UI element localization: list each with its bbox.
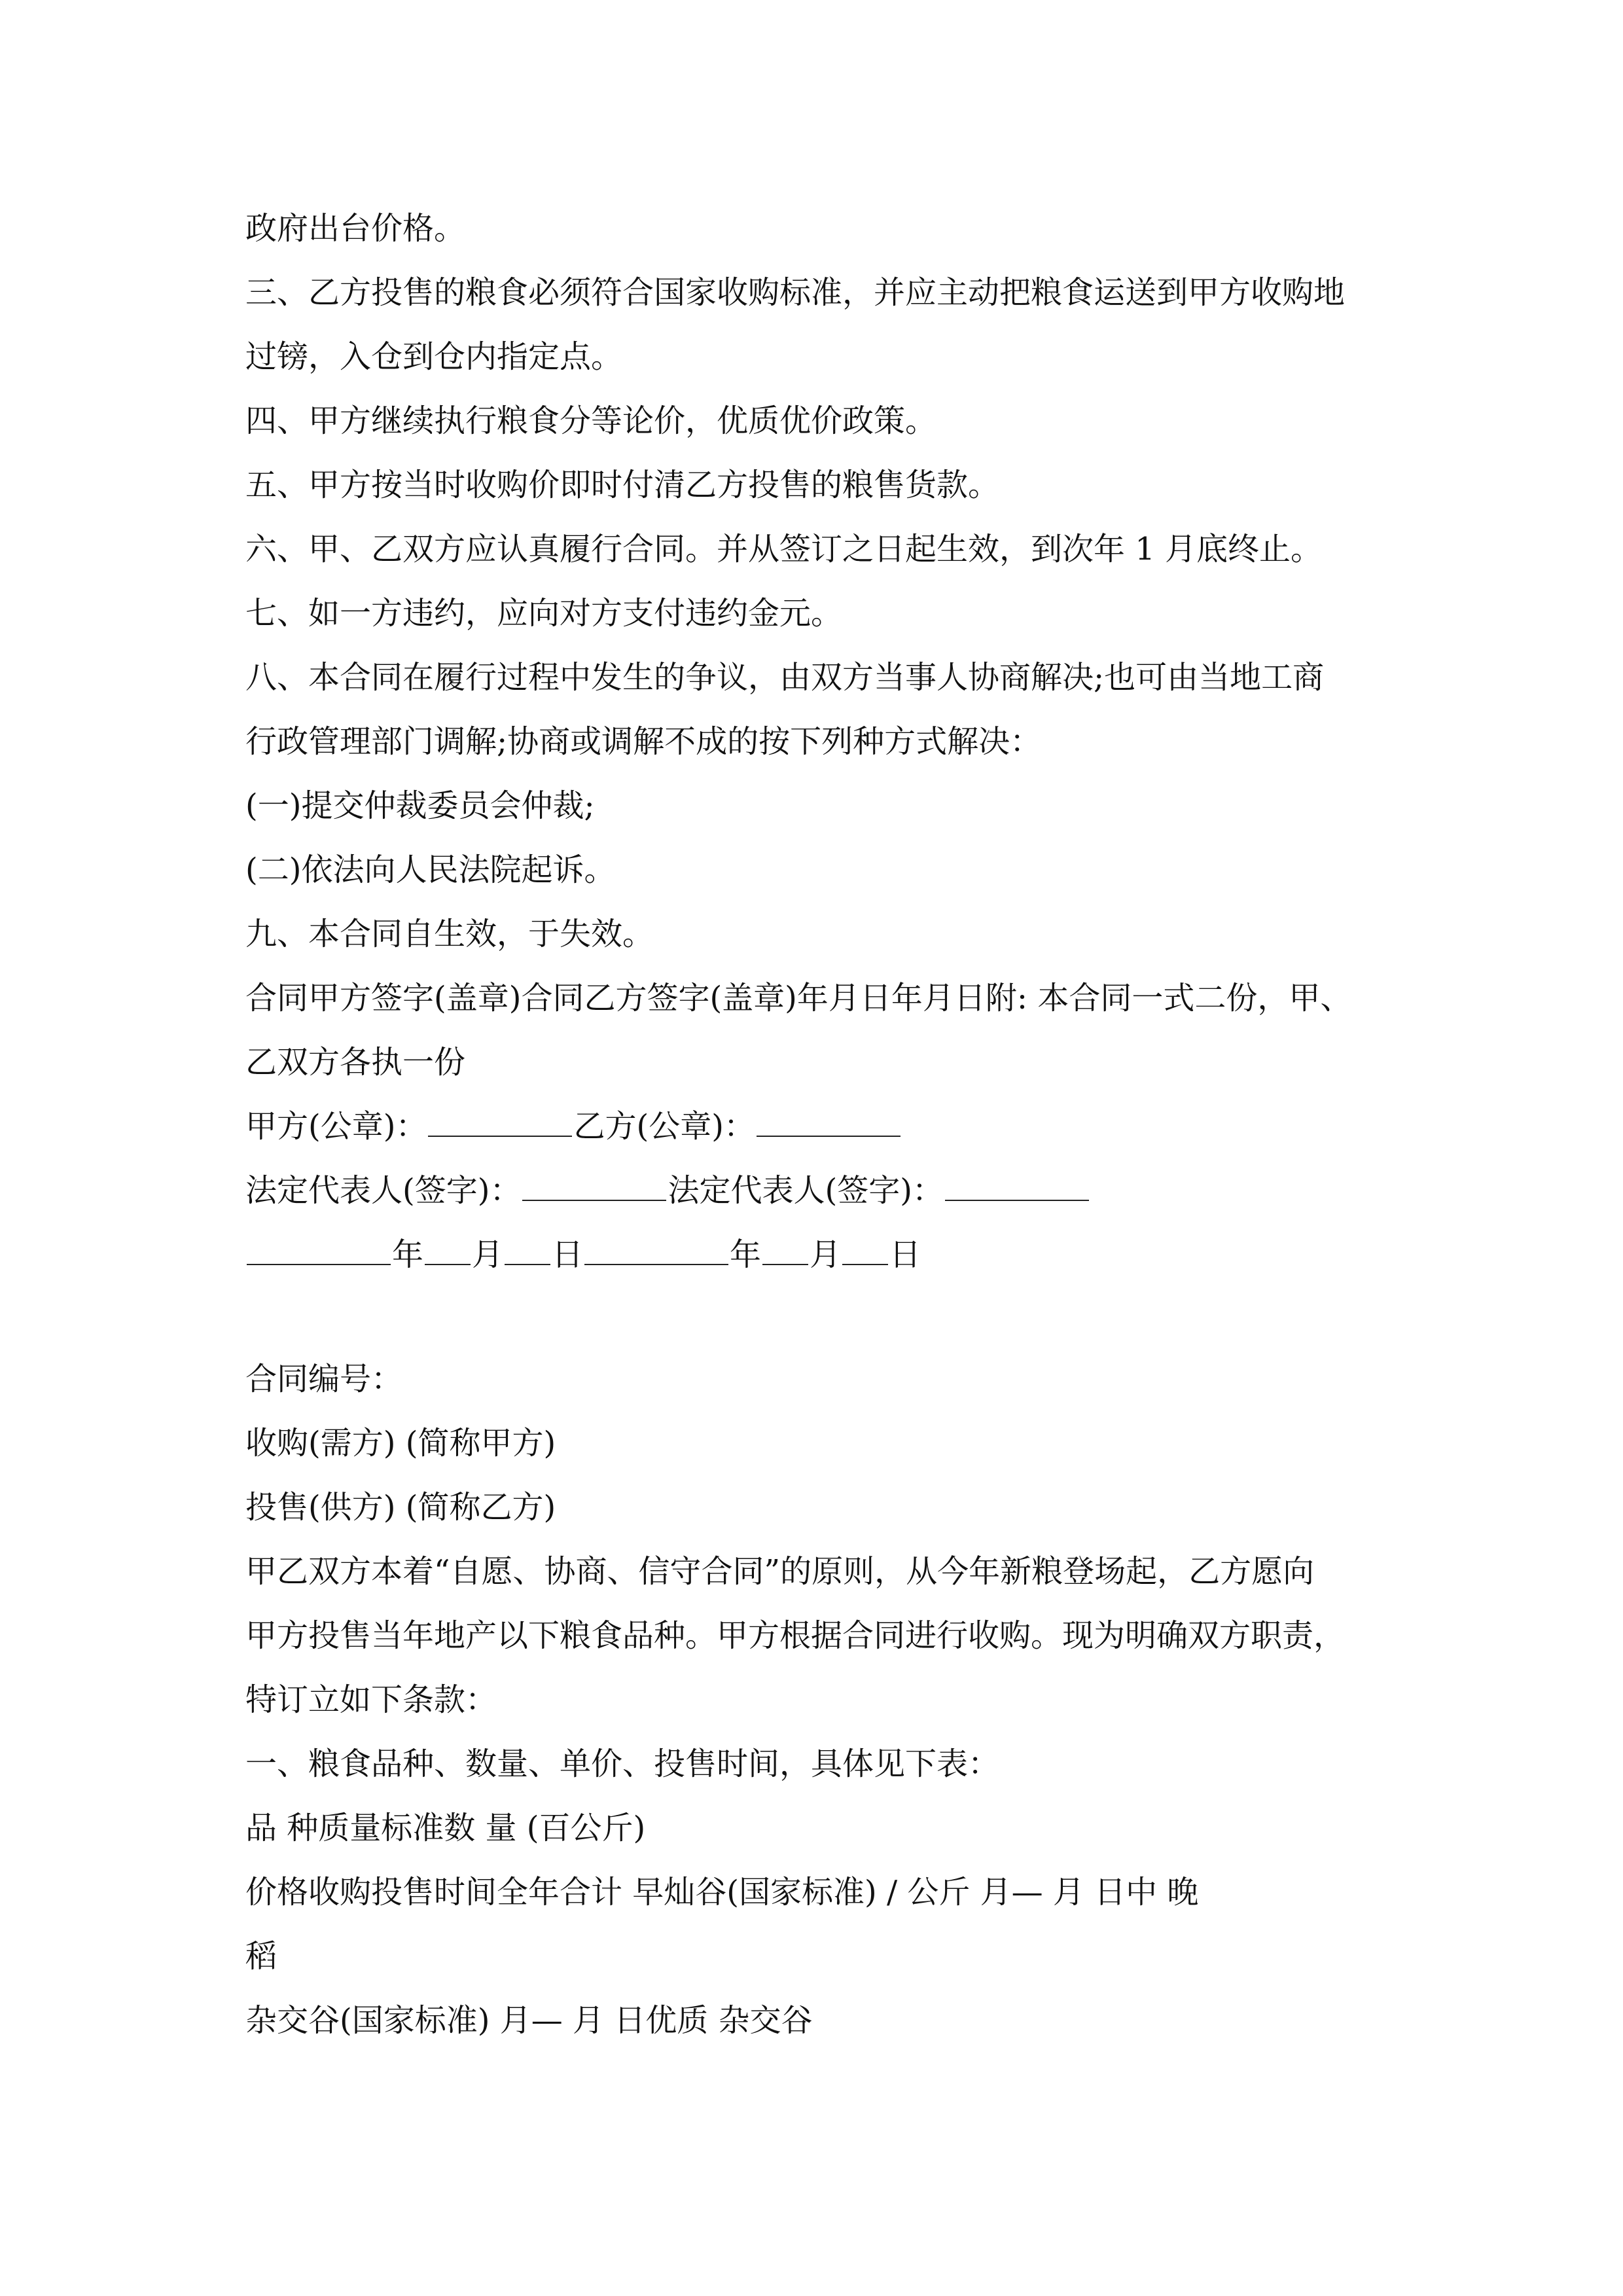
day-label: 日 bbox=[552, 1236, 584, 1273]
year-label: 年 bbox=[392, 1236, 424, 1273]
day-b-blank bbox=[842, 1238, 888, 1265]
legal-rep-a-blank bbox=[522, 1174, 666, 1201]
day-a-blank bbox=[505, 1238, 550, 1265]
party-b-seal-label: 乙方(公章)： bbox=[573, 1108, 755, 1145]
seal-line bbox=[245, 1094, 1410, 1158]
grain-contract-section bbox=[245, 1347, 1410, 2053]
text-line: 一、粮食品种、数量、单价、投售时间，具体见下表： bbox=[245, 1746, 1000, 1782]
text-line: 三、乙方投售的粮食必须符合国家收购标准，并应主动把粮食运送到甲方收购地 bbox=[245, 274, 1346, 311]
text-line: 九、本合同自生效，于失效。 bbox=[245, 916, 654, 952]
legal-rep-a-label: 法定代表人(签字)： bbox=[245, 1172, 522, 1209]
date-line bbox=[245, 1223, 1410, 1287]
day-label: 日 bbox=[889, 1236, 921, 1273]
month-label: 月 bbox=[810, 1236, 842, 1273]
text-line: 合同编号： bbox=[245, 1361, 403, 1397]
year-a-blank bbox=[247, 1238, 391, 1265]
text-line: 稻 bbox=[245, 1938, 277, 1975]
text-line: 甲乙双方本着“自愿、协商、信守合同”的原则，从今年新粮登场起，乙方愿向 bbox=[245, 1553, 1315, 1590]
text-line: 杂交谷(国家标准) 月— 月 日优质 杂交谷 bbox=[245, 2002, 813, 2039]
text-line: 特订立如下条款： bbox=[245, 1681, 497, 1718]
text-line: 甲方投售当年地产以下粮食品种。甲方根据合同进行收购。现为明确双方职责， bbox=[245, 1617, 1346, 1654]
legal-rep-b-label: 法定代表人(签字)： bbox=[668, 1172, 944, 1209]
contract-terms-continued bbox=[245, 196, 1410, 1287]
text-line: 八、本合同在履行过程中发生的争议，由双方当事人协商解决;也可由当地工商 bbox=[245, 659, 1325, 696]
month-b-blank bbox=[762, 1238, 808, 1265]
text-line: 品 种质量标准数 量 (百公斤) bbox=[245, 1810, 646, 1846]
text-line: (一)提交仲裁委员会仲裁; bbox=[245, 787, 595, 824]
party-a-seal-label: 甲方(公章)： bbox=[245, 1108, 427, 1145]
text-line: 乙双方各执一份 bbox=[245, 1044, 466, 1081]
text-line: (二)依法向人民法院起诉。 bbox=[245, 852, 616, 888]
year-b-blank bbox=[584, 1238, 728, 1265]
text-line: 四、甲方继续执行粮食分等论价，优质优价政策。 bbox=[245, 403, 937, 439]
legal-rep-line bbox=[245, 1158, 1410, 1223]
text-line: 价格收购投售时间全年合计 早灿谷(国家标准) / 公斤 月— 月 日中 晚 bbox=[245, 1874, 1199, 1910]
text-line: 投售(供方) (简称乙方) bbox=[245, 1489, 556, 1526]
text-line: 行政管理部门调解;协商或调解不成的按下列种方式解决： bbox=[245, 723, 1042, 760]
year-label: 年 bbox=[730, 1236, 762, 1273]
party-b-seal-blank bbox=[757, 1109, 901, 1137]
text-line: 五、甲方按当时收购价即时付清乙方投售的粮售货款。 bbox=[245, 467, 1000, 503]
legal-rep-b-blank bbox=[945, 1174, 1089, 1201]
month-label: 月 bbox=[472, 1236, 504, 1273]
party-a-seal-blank bbox=[428, 1109, 572, 1137]
text-line: 合同甲方签字(盖章)合同乙方签字(盖章)年月日年月日附: 本合同一式二份，甲、 bbox=[245, 980, 1352, 1016]
text-line: 政府出台价格。 bbox=[245, 210, 466, 247]
month-a-blank bbox=[425, 1238, 471, 1265]
text-line: 收购(需方) (简称甲方) bbox=[245, 1425, 556, 1462]
text-line: 过镑，入仓到仓内指定点。 bbox=[245, 338, 623, 375]
text-line: 六、甲、乙双方应认真履行合同。并从签订之日起生效，到次年 1 月底终止。 bbox=[245, 531, 1323, 567]
text-line: 七、如一方违约，应向对方支付违约金元。 bbox=[245, 595, 843, 632]
